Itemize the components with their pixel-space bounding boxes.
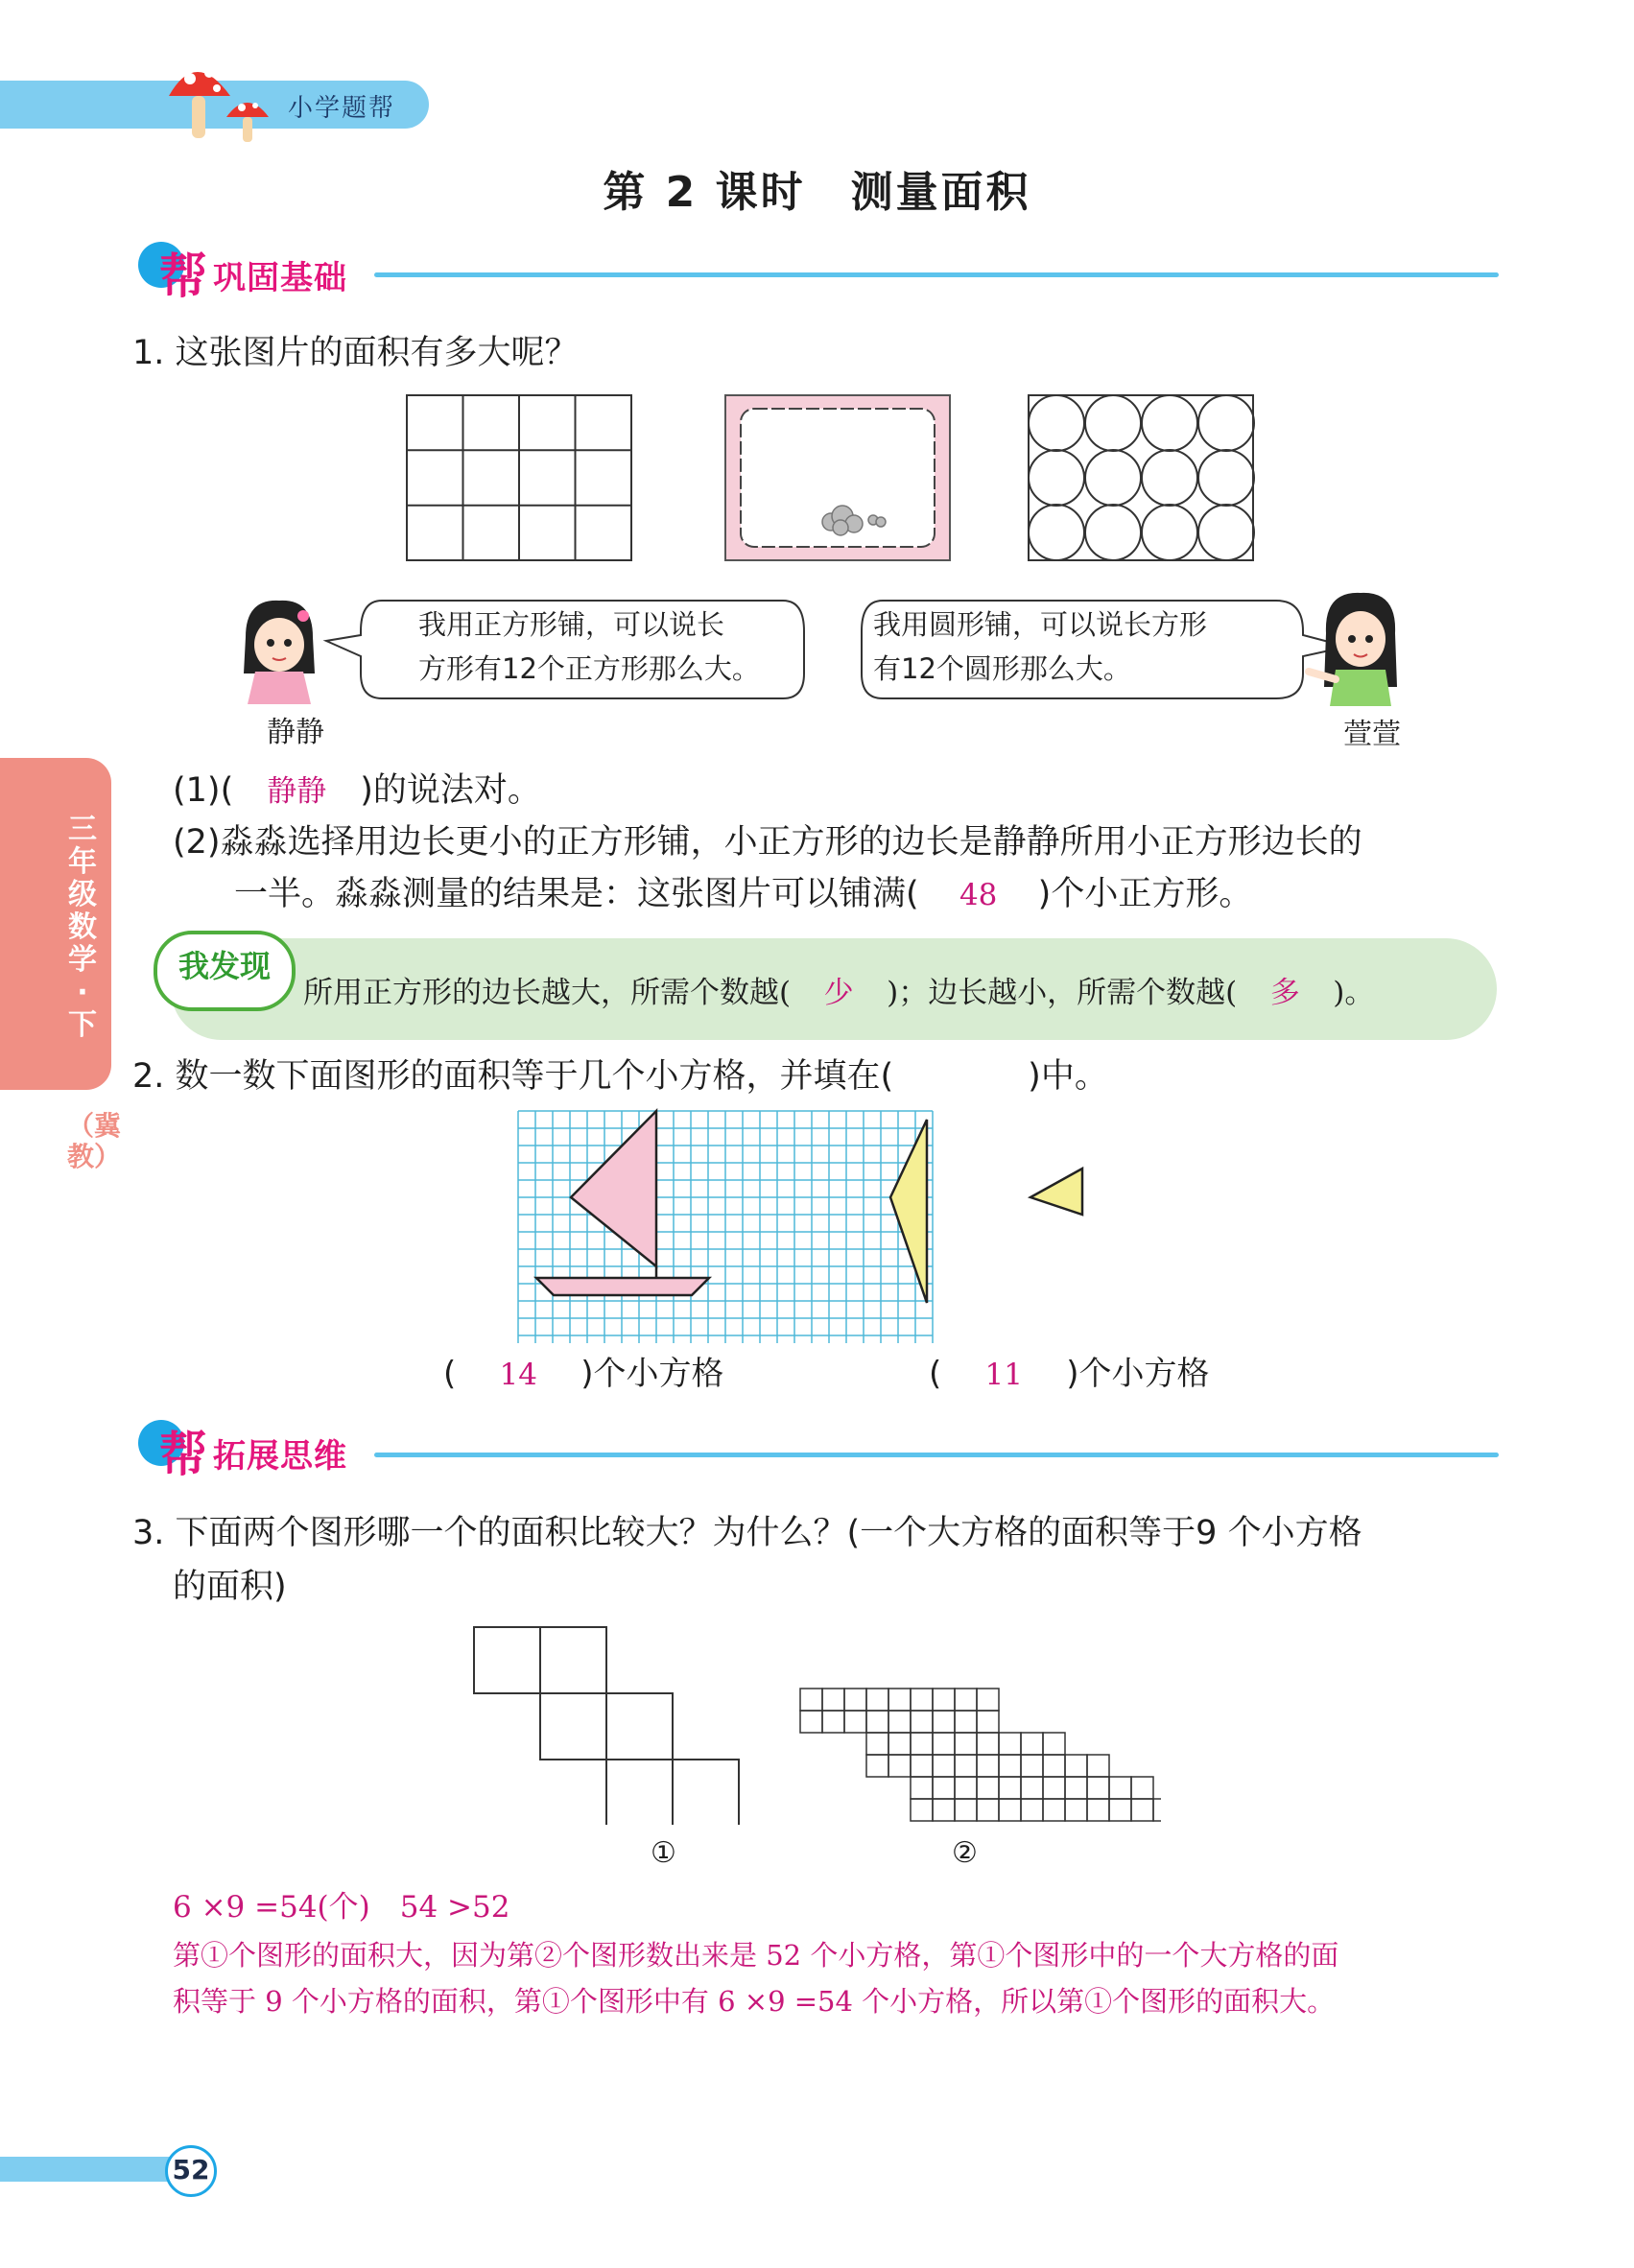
q2-fish-open: ( <box>929 1355 942 1393</box>
q1-figures <box>403 391 1267 564</box>
q1-p2-suffix: )个小正方形。 <box>1037 875 1253 913</box>
lesson-title: 第 2 课时 测量面积 <box>603 168 1031 217</box>
section2-bang: 帮 <box>159 1427 207 1482</box>
discover-badge-text: 我发现 <box>178 948 271 984</box>
q2-boat-unit: )个小方格 <box>580 1355 724 1393</box>
square-tiling-figure <box>407 395 631 560</box>
fish-shape <box>890 1120 1082 1303</box>
speech-left-line1: 我用正方形铺，可以说长 <box>418 608 725 641</box>
q2-stem: 2. 数一数下面图形的面积等于几个小方格，并填在( )中。 <box>132 1057 1108 1096</box>
discover-sentence <box>303 969 1374 1017</box>
q1-p2-line1: (2)淼淼选择用边长更小的正方形铺，小正方形的边长是静静所用小正方形边长的 <box>173 823 1362 862</box>
q1-p1-answer: 静静 <box>267 774 327 809</box>
section1-label: 巩固基础 <box>213 259 347 297</box>
q3-stem-line1: 3. 下面两个图形哪一个的面积比较大？为什么？(一个大方格的面积等于9 个小方格 <box>132 1514 1362 1552</box>
section2-label: 拓展思维 <box>213 1437 347 1476</box>
section1-bang: 帮 <box>159 248 207 304</box>
q1-part2-line2 <box>234 867 1252 922</box>
picture-figure <box>725 395 950 560</box>
name-jingjing: 静静 <box>267 716 324 749</box>
q3-stem-line2: 的面积) <box>173 1568 287 1606</box>
q3-figures <box>470 1623 1161 1825</box>
q2-boat-open: ( <box>443 1355 457 1393</box>
q3-answer-line2: 第①个图形的面积大，因为第②个图形数出来是 52 个小方格，第①个图形中的一个大方格的面 <box>173 1939 1339 1972</box>
q1-stem: 1. 这张图片的面积有多大呢？ <box>132 334 579 372</box>
q2-boat-answer: 14 <box>499 1358 537 1392</box>
girl-xuanxuan-icon <box>1303 591 1409 706</box>
q2-grid <box>518 1111 933 1343</box>
q2-grid-figure <box>514 1107 1148 1347</box>
figure-1-big-squares <box>474 1627 739 1825</box>
speech-left-line2: 方形有12个正方形那么大。 <box>418 652 760 685</box>
q1-part1 <box>173 764 541 818</box>
q1-p2-prefix: 一半。淼淼测量的结果是：这张图片可以铺满( <box>234 875 919 913</box>
discover-part2: )；边长越小，所需个数越( <box>887 976 1238 1010</box>
q1-p2-answer: 48 <box>959 878 998 912</box>
q3-label-2: ② <box>952 1836 978 1870</box>
discover-part3: )。 <box>1333 976 1375 1010</box>
discover-answer2: 多 <box>1269 976 1300 1010</box>
side-tab-subtext: （冀教） <box>67 1110 122 1172</box>
girl-jingjing-icon <box>236 599 322 704</box>
discover-part1: 所用正方形的边长越大，所需个数越( <box>303 976 792 1010</box>
discover-answer1: 少 <box>823 976 854 1010</box>
q2-fish-unit: )个小方格 <box>1066 1355 1210 1393</box>
q3-label-1: ① <box>651 1836 676 1870</box>
section2-rule <box>374 1453 1499 1457</box>
mushroom-logo-icon <box>161 54 276 146</box>
q2-boat-answer-line <box>443 1349 724 1400</box>
q1-p1-prefix: (1)( <box>173 771 234 810</box>
q1-p1-suffix: )的说法对。 <box>360 771 541 810</box>
section1-rule <box>374 272 1499 277</box>
boat-shape <box>536 1111 709 1295</box>
side-tab-text: 三年级数学·下 <box>68 813 97 1042</box>
speech-right-line2: 有12个圆形那么大。 <box>873 652 1131 685</box>
figure-2-small-squares <box>800 1689 1161 1821</box>
q2-fish-answer-line <box>929 1349 1210 1400</box>
q3-answer-line1: 6 ×9 =54(个) 54 >52 <box>173 1890 510 1925</box>
brand-name: 小学题帮 <box>288 94 396 123</box>
q2-fish-answer: 11 <box>984 1358 1023 1392</box>
circle-tiling-figure <box>1029 395 1254 560</box>
q3-answer-line3: 积等于 9 个小方格的面积，第①个图形中有 6 ×9 =54 个小方格，所以第①个图形的面积大。 <box>173 1985 1336 2018</box>
speech-right-line1: 我用圆形铺，可以说长方形 <box>873 608 1208 641</box>
name-xuanxuan: 萱萱 <box>1343 718 1401 751</box>
page-number: 52 <box>172 2154 210 2185</box>
